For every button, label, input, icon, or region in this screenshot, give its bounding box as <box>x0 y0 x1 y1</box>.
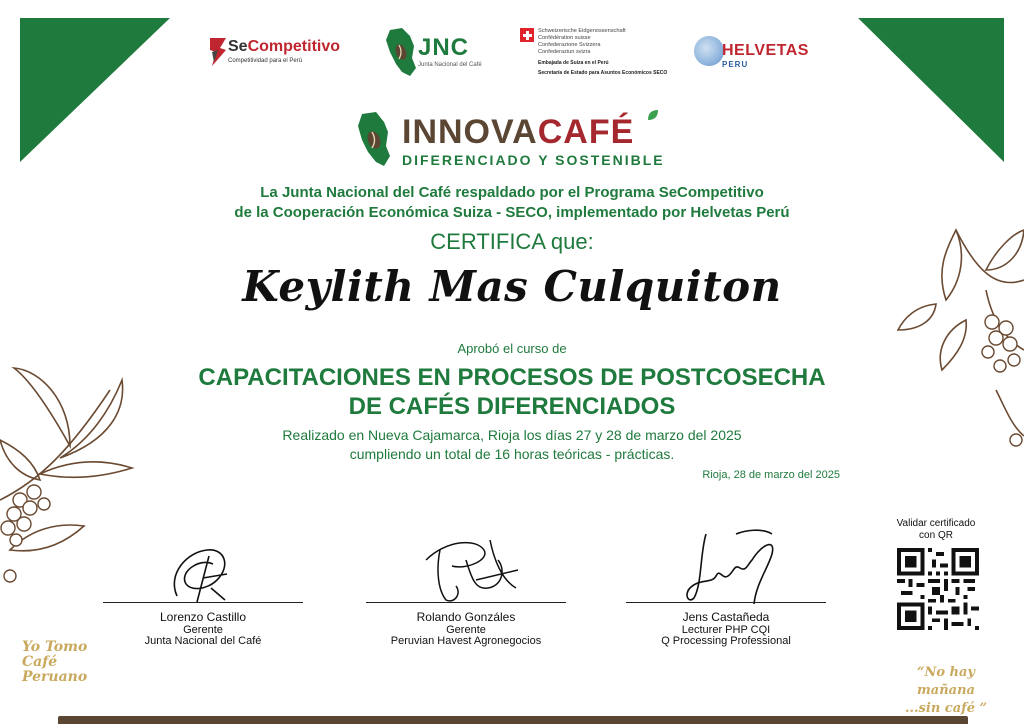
slogan-right-line-1: “No hay mañana <box>917 665 975 698</box>
qr-label-line-1: Validar certificado <box>896 518 976 529</box>
signature-line <box>626 602 826 603</box>
cafe-brand-part: CAFÉ <box>537 113 635 151</box>
intro-text <box>0 183 1024 223</box>
innova-brand-part: INNOVA <box>402 113 538 151</box>
signature-line <box>103 602 303 603</box>
recipient-name: Keylith Mas Culquiton <box>242 262 782 311</box>
swiss-confederation-logo <box>520 28 680 80</box>
coffee-branch-left-illustration <box>0 350 140 590</box>
signature-line <box>366 602 566 603</box>
signer-organization: Peruvian Havest Agronegocios <box>390 635 542 647</box>
course-title-line-2: DE CAFÉS DIFERENCIADOS <box>348 393 676 420</box>
signer-role: Lecturer PHP CQI <box>681 624 771 636</box>
seco-secretariat: Secretaría de Estado para Asuntos Económicos SECO <box>538 70 668 76</box>
course-title-line-1: CAPACITACIONES EN PROCESOS DE POSTCOSECHA <box>198 364 826 391</box>
jnc-logo <box>384 28 480 80</box>
slogan-no-hay-manana <box>886 664 1006 718</box>
swiss-name-fr: Confédération suisse <box>538 35 591 41</box>
qr-validation-label <box>884 518 988 542</box>
signer-role: Gerente <box>183 624 223 636</box>
secompetitivo-tagline: Competitividad para el Perú <box>228 58 303 64</box>
intro-line-2: de la Cooperación Económica Suiza - SECO, implementado por Helvetas Perú <box>234 204 790 221</box>
swiss-name-rm: Confederaziun svizra <box>538 49 591 55</box>
helvetas-name: HELVETAS <box>722 42 809 59</box>
signer-name: Rolando Gonzáles <box>416 610 516 624</box>
peru-coffee-map-icon <box>356 112 392 168</box>
swiss-flag-icon <box>520 28 534 42</box>
signer-name: Jens Castañeda <box>682 610 770 624</box>
coffee-branch-right-illustration <box>896 210 1024 460</box>
approved-text: Aprobó el curso de <box>457 341 567 356</box>
signature-scribble-1 <box>167 544 237 608</box>
course-details <box>0 426 1024 464</box>
intro-line-1: La Junta Nacional del Café respaldado por el Programa SeCompetitivo <box>260 184 764 201</box>
leaf-icon <box>646 108 660 122</box>
qr-label-line-2: con QR <box>919 530 953 541</box>
corner-triangle-left <box>20 18 170 162</box>
issue-date: Rioja, 28 de marzo del 2025 <box>702 469 840 481</box>
innova-cafe-brand <box>402 114 634 150</box>
corner-triangle-right <box>858 18 1004 162</box>
signer-organization: Junta Nacional del Café <box>144 635 262 647</box>
secompetitivo-icon <box>208 36 228 68</box>
secompetitivo-logo <box>208 36 341 70</box>
jnc-abbr: JNC <box>418 34 470 61</box>
jnc-full-name: Junta Nacional del Café <box>418 62 482 68</box>
secompetitivo-name <box>228 38 340 56</box>
slogan-left-line-2: Café <box>22 654 58 670</box>
swiss-name-de: Schweizerische Eidgenossenschaft <box>538 28 626 34</box>
course-details-line-2: cumpliendo un total de 16 horas teóricas - prácticas. <box>349 446 675 462</box>
helvetas-logo <box>694 36 820 72</box>
signer-name: Lorenzo Castillo <box>159 610 247 624</box>
signature-scribble-2 <box>406 530 526 608</box>
bottom-border-bar <box>58 716 968 724</box>
slogan-yo-tomo-cafe-peruano <box>22 640 92 685</box>
swiss-embassy: Embajada de Suiza en el Perú <box>538 60 609 66</box>
slogan-right-line-2: ...sin café ” <box>904 701 988 716</box>
course-title <box>0 363 1024 421</box>
helvetas-country: PERU <box>722 60 749 69</box>
peru-map-icon <box>384 28 418 78</box>
swiss-confederation-names <box>538 28 626 56</box>
secompetitivo-name-prefix: Se <box>228 38 248 55</box>
slogan-left-line-3: Peruano <box>22 669 88 685</box>
swiss-name-it: Confederazione Svizzera <box>538 42 601 48</box>
certifies-heading: CERTIFICA que: <box>430 229 594 254</box>
globe-icon <box>694 36 724 66</box>
secompetitivo-name-main: Competitivo <box>247 38 341 55</box>
signer-role: Gerente <box>446 624 486 636</box>
innova-cafe-logo <box>356 108 668 170</box>
qr-code[interactable] <box>897 548 979 630</box>
slogan-left-line-1: Yo Tomo <box>22 639 88 655</box>
course-details-line-1: Realizado en Nueva Cajamarca, Rioja los días 27 y 28 de marzo del 2025 <box>282 427 742 443</box>
signer-organization: Q Processing Professional <box>661 635 791 647</box>
signature-scribble-3 <box>676 524 786 610</box>
innova-cafe-subtitle: DIFERENCIADO Y SOSTENIBLE <box>402 152 665 168</box>
